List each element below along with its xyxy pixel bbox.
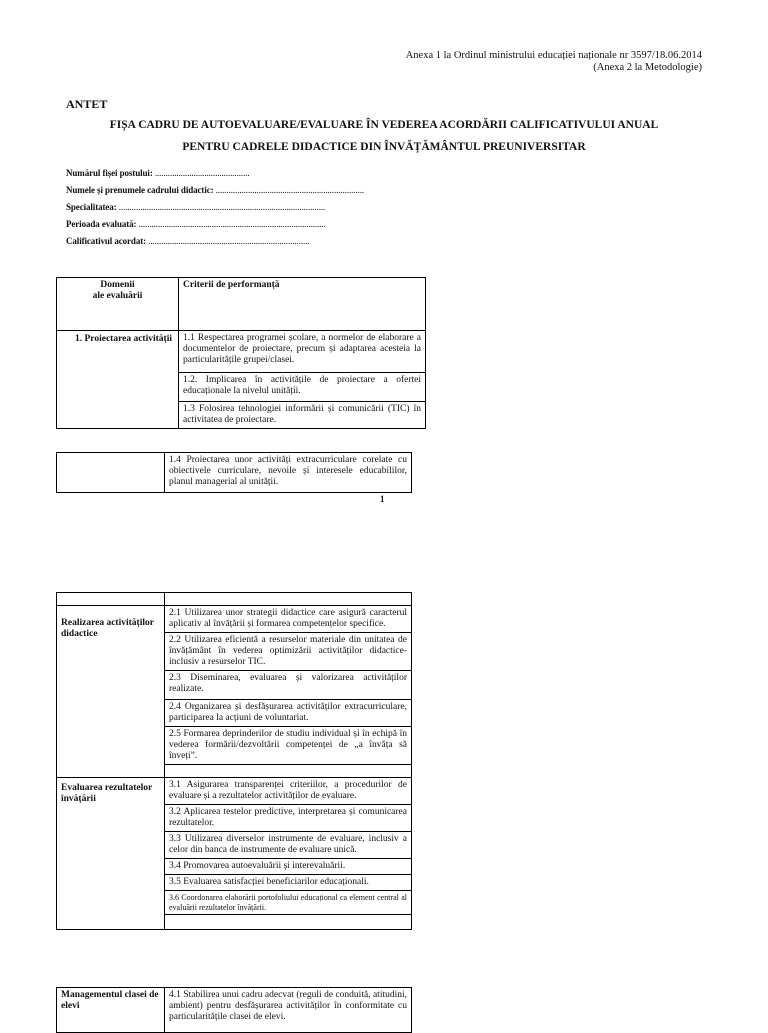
document-subtitle: PENTRU CADRELE DIDACTICE DIN ÎNVĂȚĂMÂNTUL PREUNIVERSITAR — [182, 141, 586, 153]
field-label: Perioada evaluată: — [66, 219, 137, 229]
criterion-3-2: 3.2 Aplicarea testelor predictive, interpretarea și comunicarea rezultatelor. — [165, 805, 412, 832]
criteria-table-2 — [56, 592, 412, 930]
antet-label: ANTET — [66, 97, 108, 111]
table-row — [57, 778, 412, 805]
criterion-2-5: 2.5 Formarea deprinderilor de studiu individual și în echipă în vederea formării/dezvoltării competenței de „a învăța să înveți”. — [165, 727, 412, 765]
field-blank: ..................................................................... — [215, 185, 365, 195]
page-number: 1 — [380, 494, 385, 504]
header-criteria: Criterii de performanță — [179, 278, 426, 331]
field-blank: ........................................................................... — [148, 236, 310, 246]
domain-design-activity: 1. Proiectarea activității — [57, 331, 179, 429]
criterion-3-4: 3.4 Promovarea autoevaluării și interevaluării. — [165, 859, 412, 875]
annex-reference — [406, 50, 702, 74]
domain-learning-evaluation: Evaluarea rezultatelor învățării — [57, 778, 165, 930]
table-row — [57, 593, 412, 606]
field-rating — [66, 236, 309, 246]
criteria-table-3 — [56, 987, 412, 1033]
field-label: Numele și prenumele cadrului didactic: — [66, 185, 214, 195]
table-row — [57, 988, 412, 1033]
annex-line-2: (Anexa 2 la Metodologie) — [593, 62, 702, 73]
criteria-table-1-continued — [56, 452, 412, 493]
criterion-4-1: 4.1 Stabilirea unui cadru adecvat (reguli de conduită, atitudini, ambient) pentru desfășurarea activităților în conformitate cu particularitățile clasei de elevi. — [165, 988, 412, 1033]
criterion-3-1: 3.1 Asigurarea transparenței criteriilor, a procedurilor de evaluare și a rezultatelor activităților de evaluare. — [165, 778, 412, 805]
criterion-2-3: 2.3 Diseminarea, evaluarea și valorizarea activităților realizate. — [165, 671, 412, 700]
field-label: Numărul fișei postului: — [66, 168, 153, 178]
table-header-row — [57, 278, 426, 331]
domain-empty-cell — [57, 453, 165, 493]
field-blank: ................................................................................................ — [118, 202, 326, 212]
header-domains: Domenii ale evaluării — [57, 278, 179, 331]
field-label: Calificativul acordat: — [66, 236, 147, 246]
field-blank: ............................................ — [154, 168, 250, 178]
field-post-number — [66, 168, 249, 178]
field-specialty — [66, 202, 325, 212]
criterion-2-2: 2.2 Utilizarea eficientă a resurselor materiale din unitatea de învățământ în vederea optimizării activităților didactice-inclusiv a resurselor TIC. — [165, 633, 412, 671]
criterion-1-3: 1.3 Folosirea tehnologiei informării și comunicării (TIC) în activitatea de proiectare. — [179, 402, 426, 429]
empty-cell — [165, 593, 412, 606]
criterion-3-5: 3.5 Evaluarea satisfacției beneficiarilor educaționali. — [165, 875, 412, 891]
domain-teaching-activities: Realizarea activităților didactice — [57, 606, 165, 778]
criterion-1-1: 1.1 Respectarea programei școlare, a normelor de elaborare a documentelor de proiectare, precum și adaptarea acesteia la particularitățile grupei/clasei. — [179, 331, 426, 373]
field-teacher-name — [66, 185, 364, 195]
annex-line-1: Anexa 1 la Ordinul ministrului educației naționale nr 3597/18.06.2014 — [405, 50, 702, 61]
criteria-table-1 — [56, 277, 426, 429]
table-row — [57, 453, 412, 493]
table-row — [57, 606, 412, 633]
table-row — [57, 331, 426, 373]
empty-cell — [57, 593, 165, 606]
criterion-3-3: 3.3 Utilizarea diverselor instrumente de evaluare, inclusiv a celor din banca de instrumente de evaluare unică. — [165, 832, 412, 859]
document-title: FIȘA CADRU DE AUTOEVALUARE/EVALUARE ÎN VEDEREA ACORDĂRII CALIFICATIVULUI ANUAL — [109, 119, 659, 131]
criterion-1-4: 1.4 Proiectarea unor activități extracurriculare corelate cu obiectivele curriculare, nevoile și interesele educabililor, planul managerial al unității. — [165, 453, 412, 493]
criterion-2-1: 2.1 Utilizarea unor strategii didactice care asigură caracterul aplicativ al învățării și formarea competențelor specifice. — [165, 606, 412, 633]
domain-class-management: Managementul clasei de elevi — [57, 988, 165, 1033]
criterion-2-4: 2.4 Organizarea și desfășurarea activităților extracurriculare, participarea la acțiuni de voluntariat. — [165, 700, 412, 727]
field-label: Specialitatea: — [66, 202, 117, 212]
empty-cell — [165, 915, 412, 930]
criterion-1-2: 1.2. Implicarea în activitățile de proiectare a ofertei educaționale la nivelul unității. — [179, 373, 426, 402]
empty-cell — [165, 765, 412, 778]
field-evaluated-period — [66, 219, 326, 229]
criterion-3-6: 3.6 Coordonarea elaborării portofoliului educațional ca element central al evaluării rezultatelor învățării. — [165, 891, 412, 915]
field-blank: ....................................................................................... — [138, 219, 326, 229]
